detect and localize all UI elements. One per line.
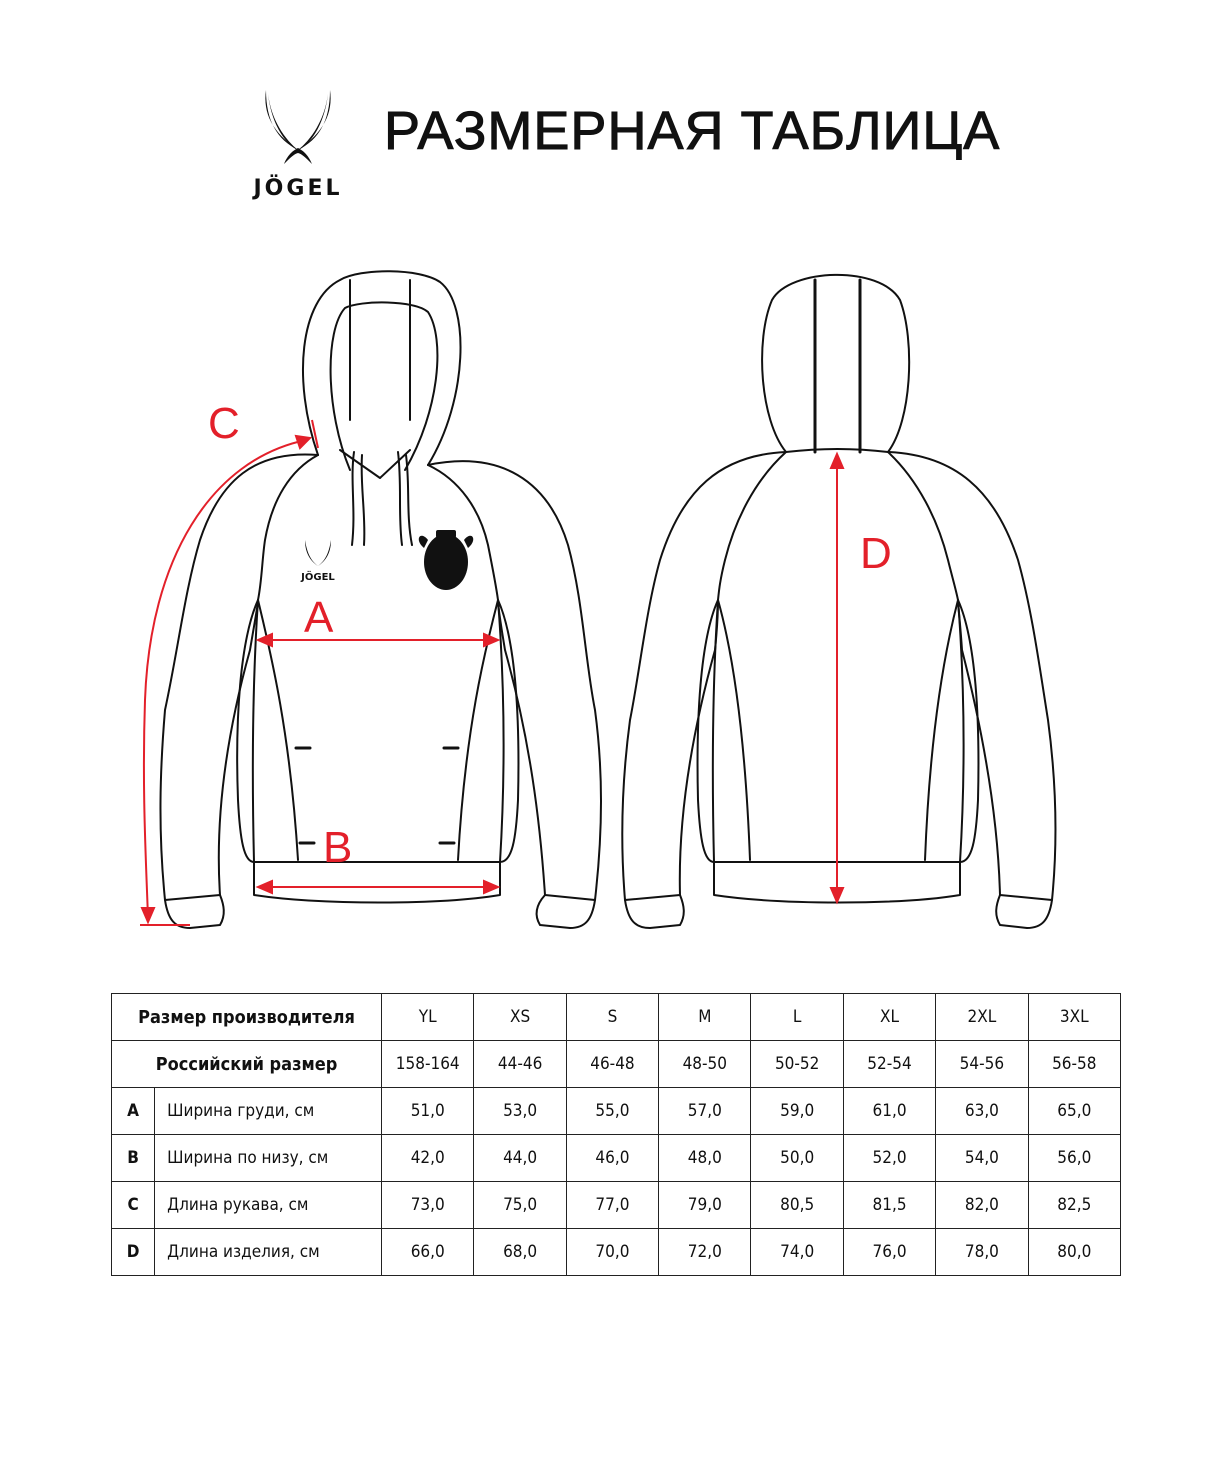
row-letter: D [112,1229,155,1276]
value-cell: 50,0 [751,1135,843,1182]
value-cell: 78,0 [936,1229,1028,1276]
value-cell: 68,0 [474,1229,566,1276]
table-row [112,1229,1121,1276]
value-cell: 59,0 [751,1088,843,1135]
table-row [112,1182,1121,1229]
russian-size-cell: 54-56 [936,1041,1028,1088]
size-cell: XS [474,994,566,1041]
table-row-sizes [112,994,1121,1041]
row-letter: B [112,1135,155,1182]
measure-c-line [144,440,306,918]
size-table [111,993,1121,1276]
table-row [112,1135,1121,1182]
value-cell: 77,0 [566,1182,658,1229]
russian-size-cell: 44-46 [474,1041,566,1088]
value-cell: 46,0 [566,1135,658,1182]
value-cell: 82,5 [1028,1182,1120,1229]
value-cell: 80,0 [1028,1229,1120,1276]
size-cell: M [659,994,751,1041]
russian-size-cell: 158-164 [382,1041,474,1088]
russian-size-cell: 56-58 [1028,1041,1120,1088]
size-cell: XL [843,994,935,1041]
value-cell: 44,0 [474,1135,566,1182]
table-row [112,1088,1121,1135]
label-c: C [208,399,240,448]
row-letter: C [112,1182,155,1229]
chest-logo-text: JÖGEL [301,572,335,583]
value-cell: 72,0 [659,1229,751,1276]
value-cell: 79,0 [659,1182,751,1229]
value-cell: 55,0 [566,1088,658,1135]
value-cell: 57,0 [659,1088,751,1135]
value-cell: 76,0 [843,1229,935,1276]
russian-size-cell: 46-48 [566,1041,658,1088]
russian-label: Российский размер [112,1041,382,1088]
value-cell: 42,0 [382,1135,474,1182]
russian-size-cell: 48-50 [659,1041,751,1088]
size-cell: S [566,994,658,1041]
label-a: A [304,593,334,642]
value-cell: 53,0 [474,1088,566,1135]
front-hood-inner [331,302,438,470]
row-name: Длина изделия, см [155,1229,382,1276]
value-cell: 52,0 [843,1135,935,1182]
value-cell: 54,0 [936,1135,1028,1182]
row-name: Ширина по низу, см [155,1135,382,1182]
russian-size-cell: 52-54 [843,1041,935,1088]
front-left-sleeve [160,454,318,900]
row-letter: A [112,1088,155,1135]
value-cell: 82,0 [936,1182,1028,1229]
size-cell: YL [382,994,474,1041]
label-b: B [323,823,353,872]
value-cell: 74,0 [751,1229,843,1276]
value-cell: 80,5 [751,1182,843,1229]
value-cell: 48,0 [659,1135,751,1182]
value-cell: 75,0 [474,1182,566,1229]
back-hood [762,275,909,452]
jogel-emblem-icon [258,88,338,166]
label-d: D [860,529,892,578]
header-label: Размер производителя [112,994,382,1041]
size-cell: L [751,994,843,1041]
brand-name: JÖGEL [253,176,343,201]
table-row-russian [112,1041,1121,1088]
russian-size-cell: 50-52 [751,1041,843,1088]
row-name: Ширина груди, см [155,1088,382,1135]
size-cell: 2XL [936,994,1028,1041]
chest-logo [300,540,335,583]
value-cell: 66,0 [382,1229,474,1276]
value-cell: 70,0 [566,1229,658,1276]
value-cell: 73,0 [382,1182,474,1229]
coat-of-arms-icon [419,530,473,590]
row-name: Длина рукава, см [155,1182,382,1229]
value-cell: 65,0 [1028,1088,1120,1135]
value-cell: 51,0 [382,1088,474,1135]
value-cell: 56,0 [1028,1135,1120,1182]
size-cell: 3XL [1028,994,1120,1041]
brand-logo [236,88,360,208]
value-cell: 63,0 [936,1088,1028,1135]
value-cell: 81,5 [843,1182,935,1229]
hoodie-diagram [0,240,1230,960]
value-cell: 61,0 [843,1088,935,1135]
page-title: РАЗМЕРНАЯ ТАБЛИЦА [384,101,1001,161]
